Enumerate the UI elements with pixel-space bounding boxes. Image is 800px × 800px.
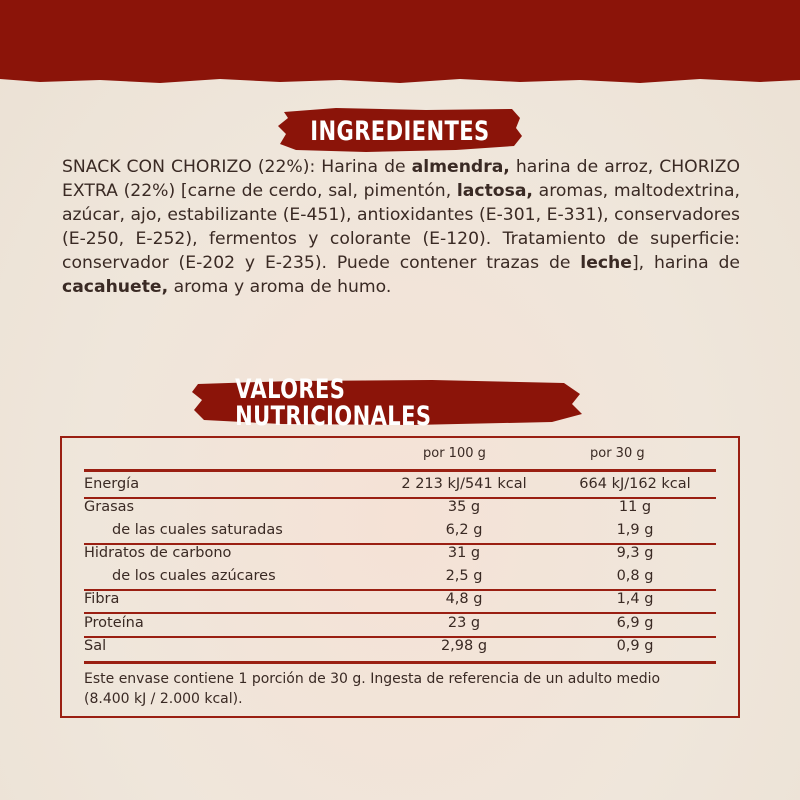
table-row-sal xyxy=(84,638,716,661)
row-label: Hidratos de carbono xyxy=(84,545,232,561)
allergen-text: cacahuete, xyxy=(62,277,169,297)
value-per-100g: 6,2 g xyxy=(445,522,483,538)
table-row-fibra xyxy=(84,591,716,614)
row-label: Sal xyxy=(84,638,107,654)
allergen-text: lactosa, xyxy=(456,181,533,201)
value-per-30g: 1,4 g xyxy=(616,591,654,607)
column-header-per-100g: por 100 g xyxy=(423,446,486,461)
ingredient-text: : Harina de xyxy=(309,157,412,177)
ingredients-title-banner xyxy=(276,106,524,156)
value-per-100g: 35 g xyxy=(447,499,481,515)
value-per-100g: 23 g xyxy=(447,615,481,631)
ingredients-text xyxy=(62,155,740,299)
table-row-azucares xyxy=(84,568,716,591)
row-label: de las cuales saturadas xyxy=(112,522,283,538)
nutrition-footnote: Este envase contiene 1 porción de 30 g. Ingesta de referencia de un adulto medio (8.400 kJ / 2.000 kcal). xyxy=(84,671,661,707)
value-per-100g: 2,5 g xyxy=(445,568,483,584)
allergen-text: leche xyxy=(580,253,632,273)
row-label: Grasas xyxy=(84,499,135,515)
table-row-saturadas xyxy=(84,522,716,545)
row-label: Fibra xyxy=(84,591,120,607)
row-label: Proteína xyxy=(84,615,144,631)
nutrition-title: VALORES NUTRICIONALES xyxy=(235,374,432,432)
value-per-30g: 6,9 g xyxy=(616,615,654,631)
column-header-per-30g: por 30 g xyxy=(590,446,645,461)
value-per-30g: 0,9 g xyxy=(616,638,654,654)
ingredient-text: harina de arroz, CHORIZO EXTRA (22%) [carne de cerdo, sal, pimentón, xyxy=(62,157,741,201)
value-per-100g: 31 g xyxy=(447,545,481,561)
table-rule xyxy=(84,469,716,472)
table-rule xyxy=(84,661,716,664)
ingredient-text: SNACK CON CHORIZO (22%) xyxy=(62,157,310,177)
ingredient-text: aromas, maltodextrina, azúcar, ajo, estabilizante (E-451), antioxidantes (E-301, E-331), conservadores (E-250, E-252), fermentos y colorante (E-120). Tratamiento de superficie: conservador (E-202 y E-235). Puede contener trazas de xyxy=(62,181,740,273)
top-brand-band xyxy=(0,0,800,78)
value-per-30g: 1,9 g xyxy=(616,522,654,538)
ingredient-text: aroma y aroma de humo. xyxy=(168,277,392,297)
table-row-grasas xyxy=(84,499,716,522)
value-per-30g: 9,3 g xyxy=(616,545,654,561)
value-per-100g: 2 213 kJ/541 kcal xyxy=(401,476,527,492)
band-torn-edge xyxy=(0,74,800,86)
row-label: Energía xyxy=(84,476,140,492)
nutrition-title-banner xyxy=(192,374,584,432)
value-per-30g: 0,8 g xyxy=(616,568,654,584)
table-rule xyxy=(84,612,716,614)
table-row-proteina xyxy=(84,615,716,638)
value-per-100g: 2,98 g xyxy=(440,638,488,654)
table-row-energia xyxy=(84,476,716,499)
ingredient-text: ], harina de xyxy=(631,253,740,273)
value-per-30g: 11 g xyxy=(618,499,652,515)
ingredients-title: INGREDIENTES xyxy=(310,115,490,147)
value-per-30g: 664 kJ/162 kcal xyxy=(579,476,691,492)
row-label: de los cuales azúcares xyxy=(112,568,276,584)
value-per-100g: 4,8 g xyxy=(445,591,483,607)
table-row-hidratos xyxy=(84,545,716,568)
allergen-text: almendra, xyxy=(411,157,510,177)
